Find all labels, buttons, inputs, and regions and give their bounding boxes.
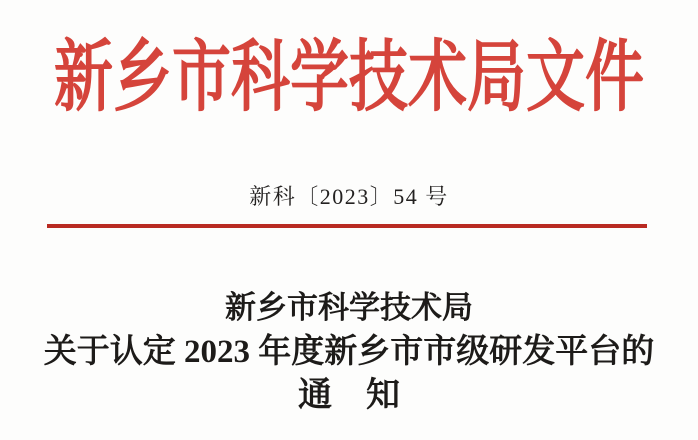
document-title-line3: 通 知 <box>298 377 400 414</box>
document-title <box>0 286 698 418</box>
document-title-line1: 新乡市科学技术局 <box>225 290 473 325</box>
agency-letterhead-title: 新乡市科学技术局文件 <box>53 33 644 121</box>
document-number: 新科〔2023〕54 号 <box>249 184 449 209</box>
document-title-line2: 关于认定 2023 年度新乡市市级研发平台的 <box>43 334 655 370</box>
red-divider-line <box>47 224 647 228</box>
